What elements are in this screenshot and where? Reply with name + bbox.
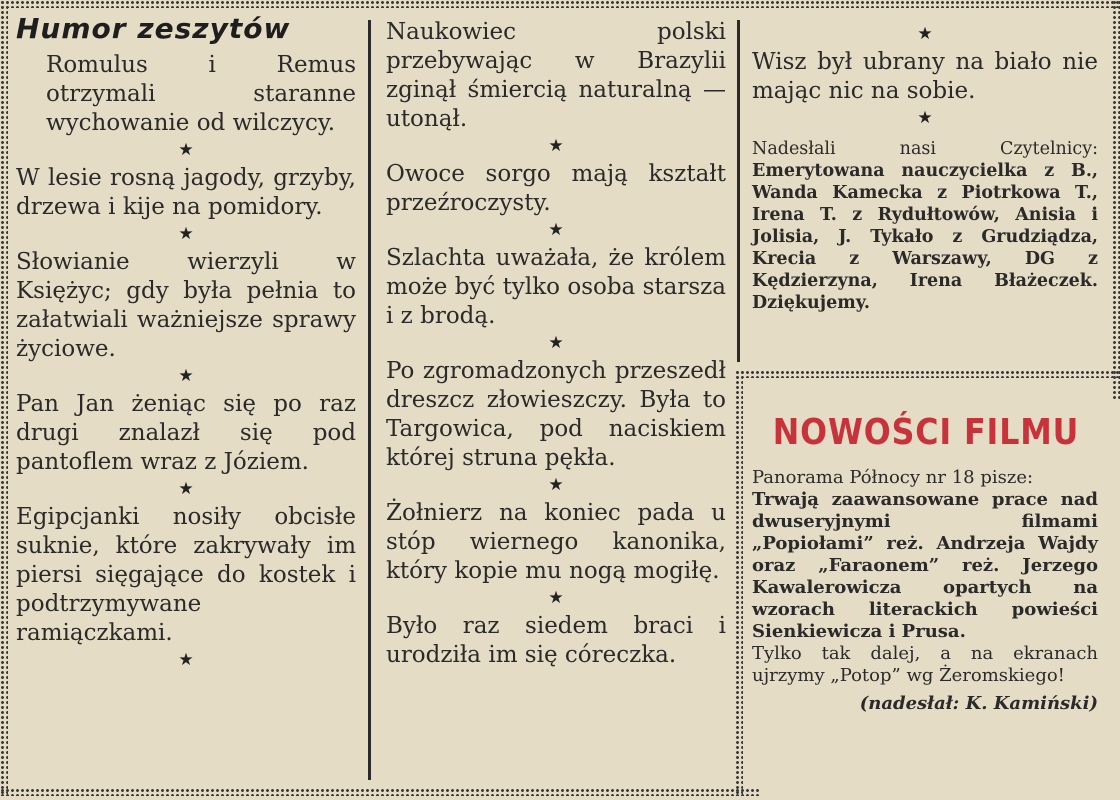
joke-item: Naukowiec polski przebywając w Brazylii zginął śmiercią naturalną — utonął.	[386, 19, 726, 132]
readers-credits	[752, 138, 1098, 314]
humor-column-2	[386, 18, 726, 670]
film-news-title: NOWOŚCI FILMU	[772, 412, 1080, 453]
joke-item: W lesie rosną jagody, grzyby, drzewa i kije na pomidory.	[16, 165, 356, 220]
humor-column-1	[16, 12, 356, 674]
film-news-comment: Tylko tak dalej, a na ekranach ujrzymy „Potop” wg Żeromskiego!	[752, 643, 1098, 686]
star-separator: ★	[178, 650, 194, 670]
film-news-box	[752, 412, 1098, 714]
joke-item: Było raz siedem braci i urodziła im się córeczka.	[386, 613, 726, 668]
readers-intro: Nadesłali nasi Czytelnicy:	[752, 139, 1098, 159]
star-separator: ★	[548, 475, 564, 495]
joke-item: Romulus i Remus otrzymali staranne wychowanie od wilczycy.	[46, 52, 356, 136]
joke-item: Po zgromadzonych przeszedł dreszcz złowieszczy. Była to Targowica, pod naciskiem której struna pękła.	[386, 358, 726, 471]
readers-list: Emerytowana nauczycielka z B., Wanda Kamecka z Piotrkowa T., Irena T. z Rydułtowów, Anisia i Jolisia, J. Tykało z Grudziądza, Krecia z Warszawy, DG z Kędzierzyna, Irena Błażeczek.	[752, 161, 1098, 291]
bottom-dotted-border	[0, 788, 760, 796]
joke-item: Żołnierz na koniec pada u stóp wiernego kanonika, który kopie mu nogą mogiłę.	[386, 500, 726, 584]
joke-item: Słowianie wierzyli w Księżyc; gdy była pełnia to załatwiali ważniejsze sprawy życiowe.	[16, 249, 356, 362]
film-box-top-border	[735, 370, 1120, 378]
film-news-intro: Panorama Północy nr 18 pisze:	[752, 467, 1034, 488]
star-separator: ★	[178, 479, 194, 499]
right-dotted-border	[1112, 0, 1120, 400]
star-separator: ★	[548, 220, 564, 240]
star-separator: ★	[548, 333, 564, 353]
joke-item: Owoce sorgo mają kształt przeźroczysty.	[386, 161, 726, 216]
film-news-body: Trwają zaawansowane prace nad dwuseryjnymi filmami „Popiołami” reż. Andrzeja Wajdy oraz „Faraonem” reż. Jerzego Kawalerowicza opartych na wzorach literackich powieści Sienkiewicza i Prusa.	[752, 489, 1098, 642]
column-rule-1	[368, 20, 371, 780]
star-separator: ★	[548, 588, 564, 608]
humor-column-3	[752, 22, 1098, 314]
joke-item: Wisz był ubrany na biało nie mając nic na sobie.	[752, 49, 1098, 104]
top-dotted-border	[0, 0, 1120, 8]
star-separator: ★	[178, 140, 194, 160]
readers-thanks: Dziękujemy.	[752, 293, 870, 313]
star-separator: ★	[917, 24, 933, 44]
joke-item: Pan Jan żeniąc się po raz drugi znalazł się pod pantoflem wraz z Józiem.	[16, 391, 356, 475]
film-news-signature: (nadesłał: K. Kamiński)	[859, 693, 1098, 714]
star-separator: ★	[178, 366, 194, 386]
star-separator: ★	[917, 108, 933, 128]
star-separator: ★	[548, 136, 564, 156]
left-dotted-border	[0, 0, 8, 796]
column-rule-2	[737, 20, 740, 362]
humor-title: Humor zeszytów	[16, 12, 291, 45]
joke-item: Szlachta uważała, że królem może być tylko osoba starsza i z brodą.	[386, 245, 726, 329]
film-box-left-border	[735, 370, 743, 796]
joke-item: Egipcjanki nosiły obcisłe suknie, które zakrywały im piersi sięgające do kostek i podtrzymywane ramiączkami.	[16, 504, 356, 646]
star-separator: ★	[178, 224, 194, 244]
